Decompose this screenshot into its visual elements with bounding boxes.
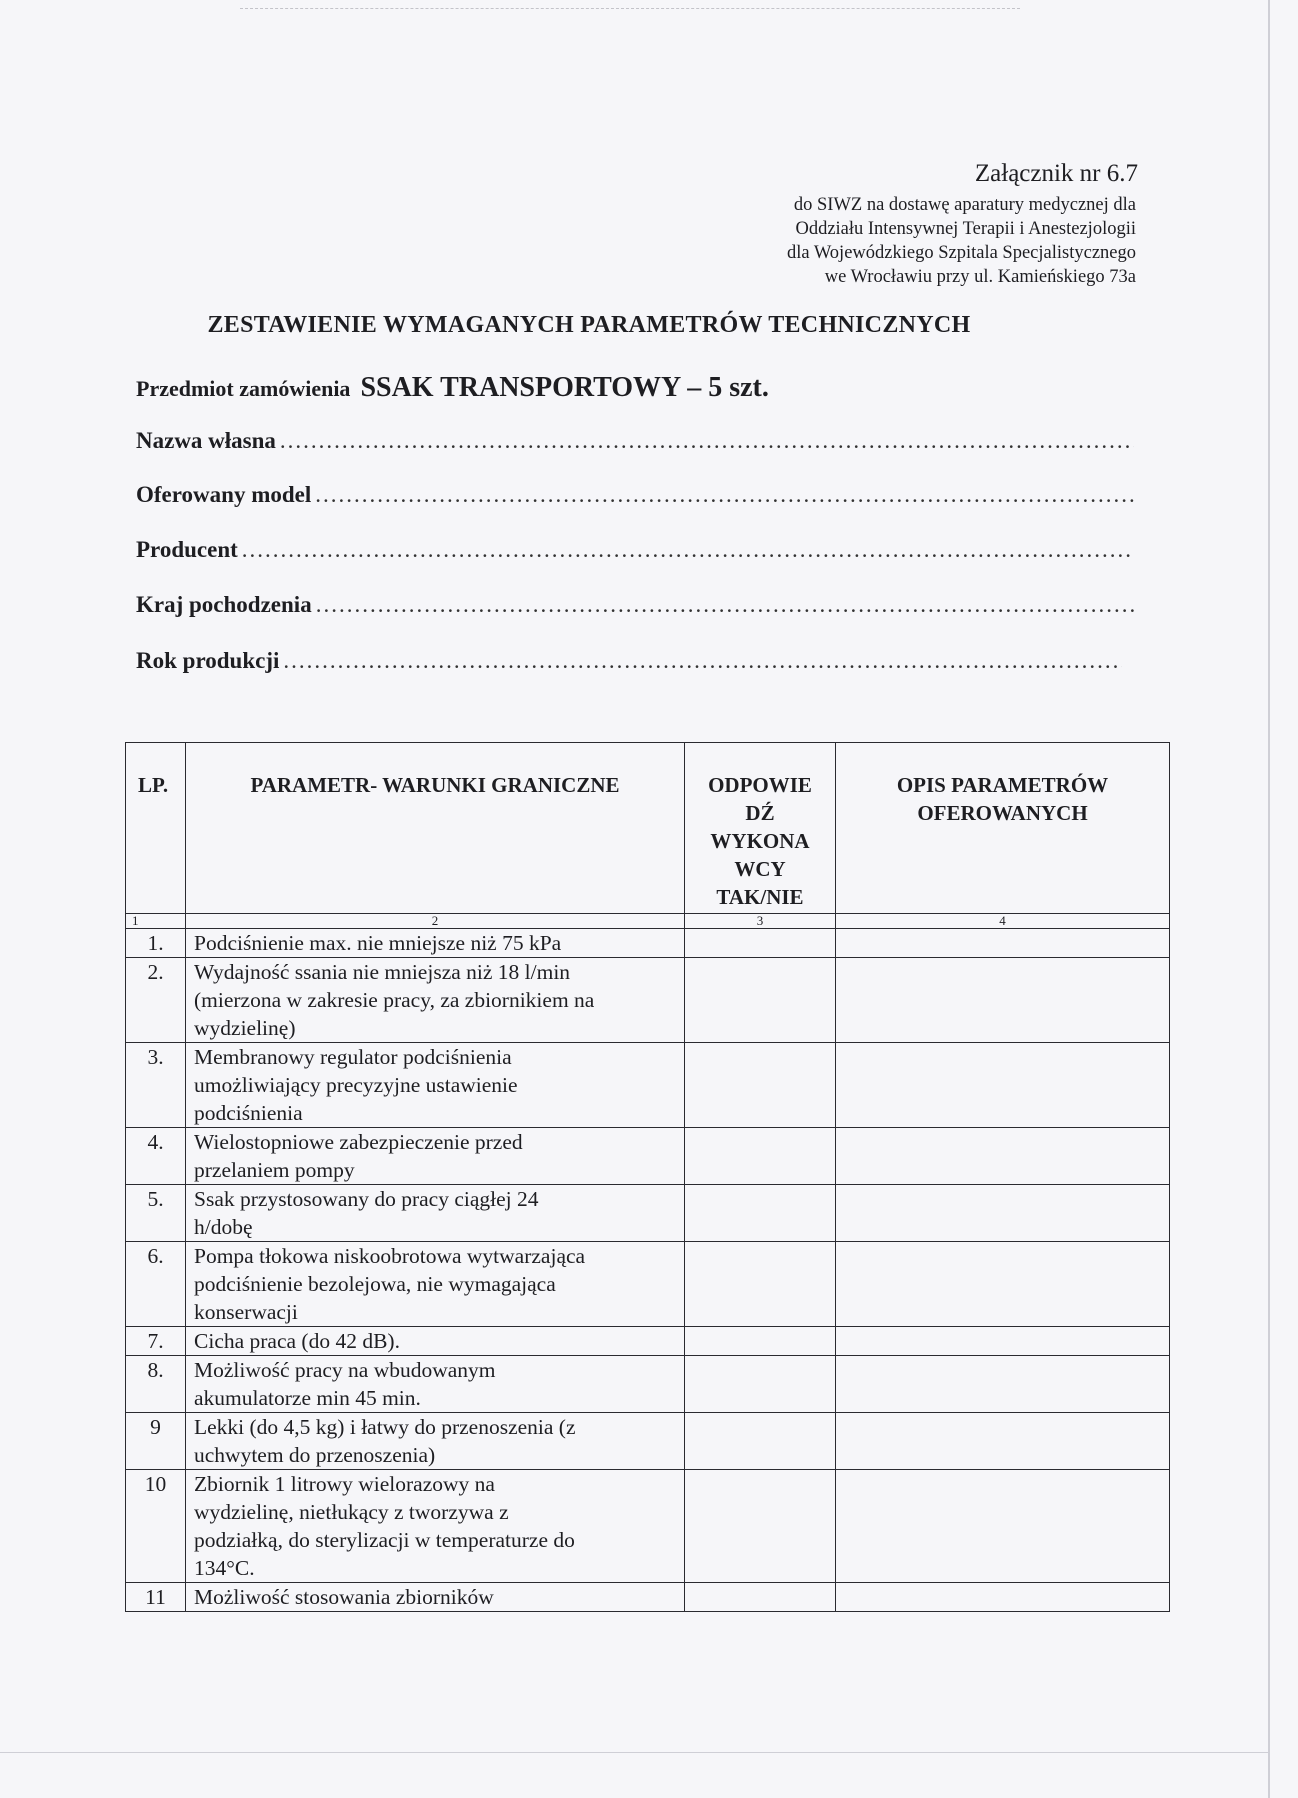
row-parameter (186, 1470, 685, 1583)
annex-title: Załącznik nr 6.7 (974, 160, 1138, 187)
order-subject (136, 372, 769, 404)
parameters-table (125, 742, 1170, 1612)
row-parameter-line: podciśnienie bezolejowa, nie wymagająca (194, 1272, 556, 1296)
table-header-row (126, 743, 1170, 914)
table-row (126, 1327, 1170, 1356)
row-answer-cell[interactable] (685, 1043, 836, 1128)
row-parameter-line: (mierzona w zakresie pracy, za zbiornikiem na (194, 988, 595, 1012)
header-answer-line: ODPOWIE (708, 773, 812, 797)
row-parameter-line: h/dobę (194, 1215, 253, 1239)
order-subject-value: SSAK TRANSPORTOWY – 5 szt. (360, 372, 769, 403)
annex-line: do SIWZ na dostawę aparatury medycznej dla (793, 195, 1136, 215)
row-parameter-line: Możliwość pracy na wbudowanym (194, 1358, 496, 1382)
row-offered-description-cell[interactable] (836, 958, 1170, 1043)
field-label: Nazwa własna (136, 428, 276, 453)
row-parameter (186, 1043, 685, 1128)
field-label: Producent (136, 537, 238, 562)
dotted-fill-line (280, 428, 1134, 454)
row-parameter-line: Membranowy regulator podciśnienia (194, 1045, 512, 1069)
row-parameter-line: 134°C. (194, 1556, 255, 1580)
row-parameter-line: podziałką, do sterylizacji w temperaturze do (194, 1528, 575, 1552)
row-offered-description-cell[interactable] (836, 1242, 1170, 1327)
row-number: 7. (126, 1327, 186, 1356)
row-parameter-line: Lekki (do 4,5 kg) i łatwy do przenoszenia (z (194, 1415, 576, 1439)
row-parameter (186, 1185, 685, 1242)
annex-subtitle (676, 193, 1136, 289)
row-parameter-line: Ssak przystosowany do pracy ciągłej 24 (194, 1187, 539, 1211)
row-offered-description-cell[interactable] (836, 1327, 1170, 1356)
column-number: 3 (685, 914, 836, 929)
field-producer[interactable] (136, 537, 1134, 563)
row-offered-description-cell[interactable] (836, 1128, 1170, 1185)
row-answer-cell[interactable] (685, 1185, 836, 1242)
table-row (126, 1128, 1170, 1185)
row-parameter-line: Zbiornik 1 litrowy wielorazowy na (194, 1472, 495, 1496)
row-offered-description-cell[interactable] (836, 1185, 1170, 1242)
row-number: 10 (126, 1470, 186, 1583)
table-row (126, 1356, 1170, 1413)
row-offered-description-cell[interactable] (836, 1043, 1170, 1128)
column-number: 1 (126, 914, 186, 929)
row-parameter (186, 1128, 685, 1185)
row-number: 2. (126, 958, 186, 1043)
row-parameter-line: Pompa tłokowa niskoobrotowa wytwarzająca (194, 1244, 586, 1268)
page-title: ZESTAWIENIE WYMAGANYCH PARAMETRÓW TECHNICZNYCH (207, 312, 971, 338)
field-label: Kraj pochodzenia (136, 592, 312, 617)
row-parameter-line: Cicha praca (do 42 dB). (194, 1329, 400, 1353)
row-number: 6. (126, 1242, 186, 1327)
row-parameter (186, 958, 685, 1043)
row-answer-cell[interactable] (685, 1128, 836, 1185)
row-parameter-line: umożliwiający precyzyjne ustawienie (194, 1073, 518, 1097)
row-answer-cell[interactable] (685, 929, 836, 958)
scan-artifact-top (240, 8, 1020, 12)
field-label: Oferowany model (136, 482, 312, 507)
row-parameter-line: wydzielinę) (194, 1016, 296, 1040)
scan-edge-bottom (0, 1752, 1270, 1753)
annex-line: Oddziału Intensywnej Terapii i Anestezjologii (795, 219, 1136, 239)
row-offered-description-cell[interactable] (836, 1356, 1170, 1413)
header-offered-line: OFEROWANYCH (917, 801, 1088, 825)
row-answer-cell[interactable] (685, 1327, 836, 1356)
table-row (126, 1185, 1170, 1242)
row-answer-cell[interactable] (685, 1356, 836, 1413)
row-parameter-line: Wielostopniowe zabezpieczenie przed (194, 1130, 523, 1154)
row-parameter-line: Możliwość stosowania zbiorników (194, 1585, 494, 1609)
header-parameter: PARAMETR- WARUNKI GRANICZNE (186, 743, 685, 914)
header-offered-line: OPIS PARAMETRÓW (896, 773, 1109, 797)
row-offered-description-cell[interactable] (836, 929, 1170, 958)
row-parameter (186, 1327, 685, 1356)
row-parameter-line: wydzielinę, nietłukący z tworzywa z (194, 1500, 509, 1524)
field-label: Rok produkcji (136, 648, 280, 673)
row-parameter-line: konserwacji (194, 1300, 298, 1324)
scan-edge-right (1268, 0, 1270, 1798)
row-answer-cell[interactable] (685, 1413, 836, 1470)
row-answer-cell[interactable] (685, 1583, 836, 1612)
row-number: 4. (126, 1128, 186, 1185)
table-row (126, 958, 1170, 1043)
annex-line: we Wrocławiu przy ul. Kamieńskiego 73a (824, 267, 1136, 287)
row-parameter (186, 1356, 685, 1413)
header-answer-line: TAK/NIE (716, 885, 804, 909)
table-row (126, 1043, 1170, 1128)
row-number: 9 (126, 1413, 186, 1470)
row-parameter (186, 1583, 685, 1612)
header-offered-description (836, 743, 1170, 914)
row-answer-cell[interactable] (685, 1242, 836, 1327)
dotted-fill-line (242, 537, 1134, 563)
column-number: 2 (186, 914, 685, 929)
column-number: 4 (836, 914, 1170, 929)
row-parameter (186, 929, 685, 958)
header-answer-line: WYKONA (710, 829, 810, 853)
field-production-year[interactable] (136, 648, 1122, 674)
header-answer-line: DŹ (745, 801, 775, 825)
row-answer-cell[interactable] (685, 958, 836, 1043)
row-parameter-line: uchwytem do przenoszenia) (194, 1443, 436, 1467)
dotted-fill-line (315, 482, 1134, 508)
dotted-fill-line (283, 648, 1122, 674)
row-number: 8. (126, 1356, 186, 1413)
row-parameter-line: Podciśnienie max. nie mniejsze niż 75 kPa (194, 931, 562, 955)
row-offered-description-cell[interactable] (836, 1413, 1170, 1470)
row-number: 11 (126, 1583, 186, 1612)
header-lp: LP. (126, 743, 186, 914)
dotted-fill-line (316, 592, 1134, 618)
header-answer-line: WCY (734, 857, 786, 881)
table-row (126, 1413, 1170, 1470)
table-row (126, 1242, 1170, 1327)
row-offered-description-cell[interactable] (836, 1583, 1170, 1612)
row-parameter-line: przelaniem pompy (194, 1158, 355, 1182)
row-answer-cell[interactable] (685, 1470, 836, 1583)
row-number: 1. (126, 929, 186, 958)
row-parameter-line: akumulatorze min 45 min. (194, 1386, 421, 1410)
column-number-row (126, 914, 1170, 929)
row-parameter-line: Wydajność ssania nie mniejsza niż 18 l/min (194, 960, 571, 984)
row-offered-description-cell[interactable] (836, 1470, 1170, 1583)
field-offered-model[interactable] (136, 482, 1134, 508)
field-own-name[interactable] (136, 428, 1134, 454)
row-parameter (186, 1242, 685, 1327)
table-row (126, 1470, 1170, 1583)
table-row (126, 929, 1170, 958)
order-subject-label: Przedmiot zamówienia (136, 376, 351, 401)
row-number: 5. (126, 1185, 186, 1242)
annex-line: dla Wojewódzkiego Szpitala Specjalistycznego (786, 243, 1136, 263)
row-parameter-line: podciśnienia (194, 1101, 303, 1125)
table-row (126, 1583, 1170, 1612)
field-country-of-origin[interactable] (136, 592, 1134, 618)
row-parameter (186, 1413, 685, 1470)
header-answer (685, 743, 836, 914)
row-number: 3. (126, 1043, 186, 1128)
